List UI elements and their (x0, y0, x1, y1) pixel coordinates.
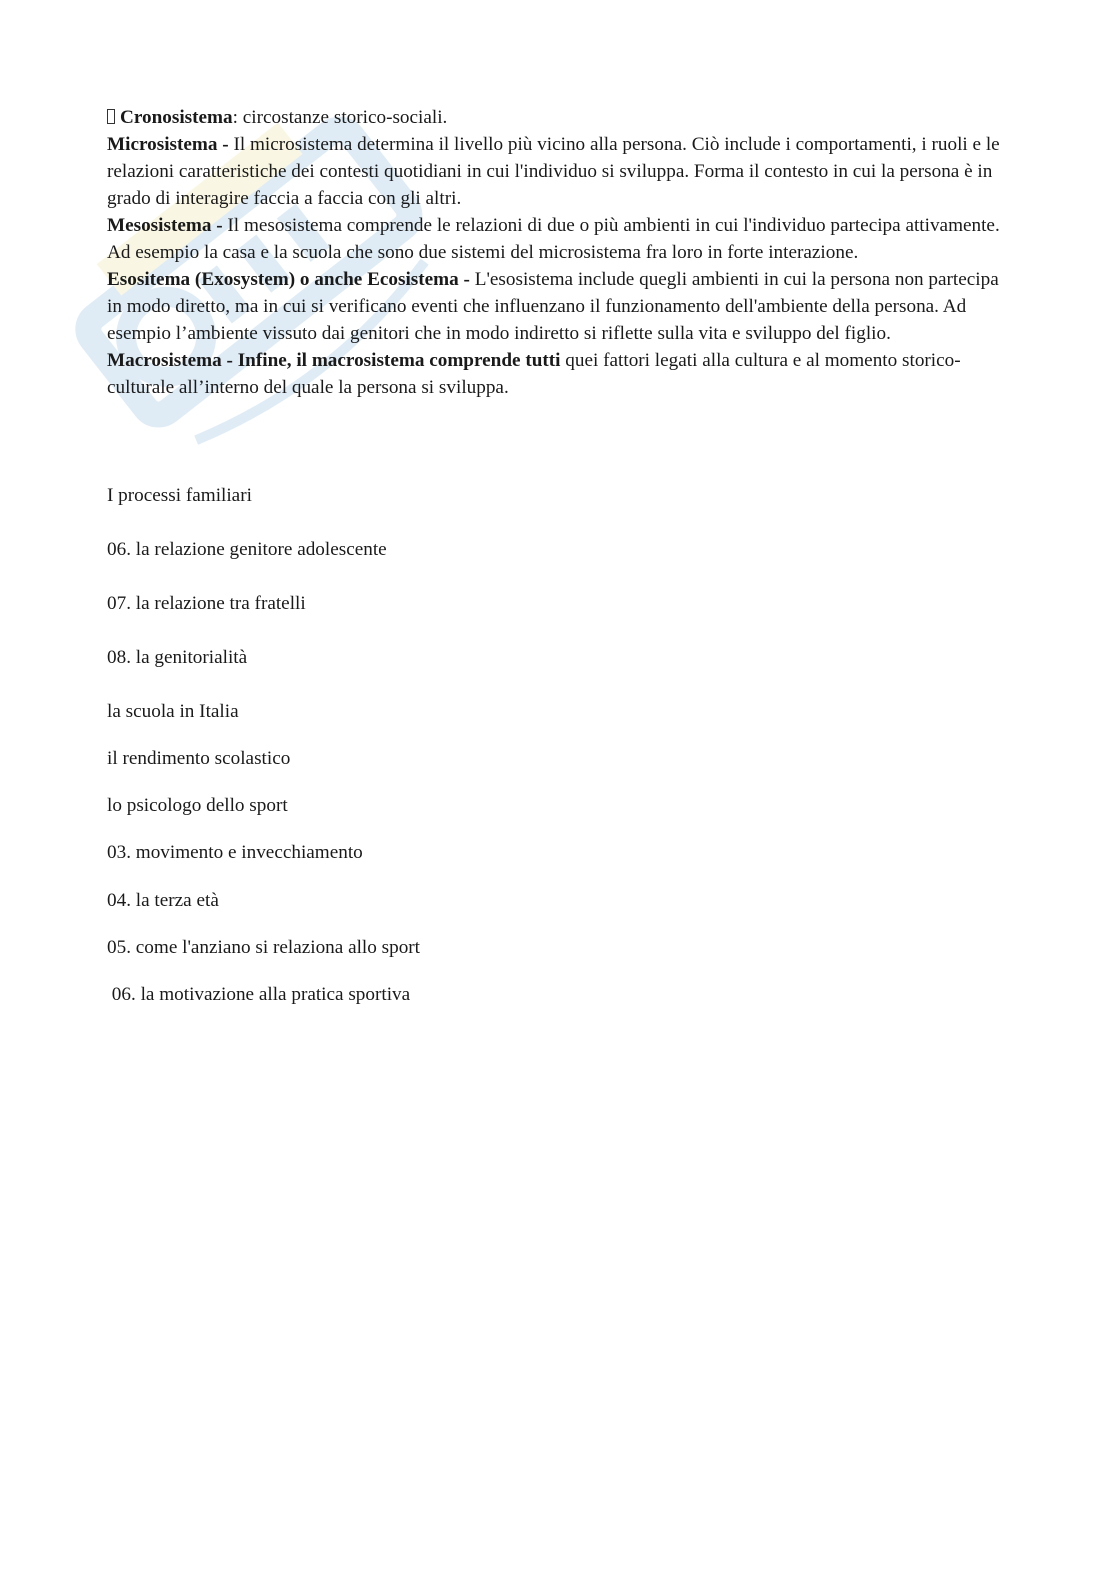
list-item: la scuola in Italia (107, 701, 239, 722)
term-mesosistema: Mesosistema - (107, 215, 223, 236)
paragraph-esosistema: Esositema (Exosystem) o anche Ecosistema - L'esosistema include quegli ambienti in cui la persona non partecipa in modo diretto, ma in cui si verificano eventi che influenzano il funzionamento dell'ambiente della persona. Ad esempio l’ambiente vissuto dai genitori che in modo indiretto si riflette sulla vita e sviluppo del figlio. (107, 269, 999, 344)
term-macrosistema: Macrosistema - Infine, il macrosistema comprende tutti (107, 350, 561, 371)
paragraph-cronosistema: Cronosistema: circostanze storico-sociali. (107, 104, 1007, 131)
list-item: lo psicologo dello sport (107, 795, 288, 816)
paragraph-microsistema: Microsistema - Il microsistema determina il livello più vicino alla persona. Ciò include i comportamenti, i ruoli e le relazioni caratteristiche dei contesti quotidiani in cui l'individuo si sviluppa. Forma il contesto in cui la persona è in grado di interagire faccia a faccia con gli altri. (107, 134, 1000, 209)
term-microsistema: Microsistema - (107, 134, 229, 155)
term-cronosistema: Cronosistema (120, 107, 233, 128)
paragraph-mesosistema: Mesosistema - Il mesosistema comprende le relazioni di due o più ambienti in cui l'individuo partecipa attivamente. Ad esempio la casa e la scuola che sono due sistemi del microsistema fra loro in forte interazione. (107, 215, 1000, 263)
list-item: 08. la genitorialità (107, 647, 248, 668)
list-item: 06. la motivazione alla pratica sportiva (107, 984, 411, 1005)
list-item: I processi familiari (107, 485, 252, 506)
document-body (107, 104, 1007, 401)
list-item: 03. movimento e invecchiamento (107, 842, 363, 863)
list-item: 07. la relazione tra fratelli (107, 593, 306, 614)
list-item: 04. la terza età (107, 890, 219, 911)
paragraph-macrosistema: Macrosistema - Infine, il macrosistema comprende tutti quei fattori legati alla cultura e al momento storico-culturale all’interno del quale la persona si sviluppa. (107, 350, 961, 398)
term-esosistema: Esositema (Exosystem) o anche Ecosistema - (107, 269, 470, 290)
list-item: il rendimento scolastico (107, 748, 291, 769)
list-item: 06. la relazione genitore adolescente (107, 539, 387, 560)
list-item: 05. come l'anziano si relaziona allo sport (107, 937, 421, 958)
bullet-glyph-icon (107, 109, 115, 124)
